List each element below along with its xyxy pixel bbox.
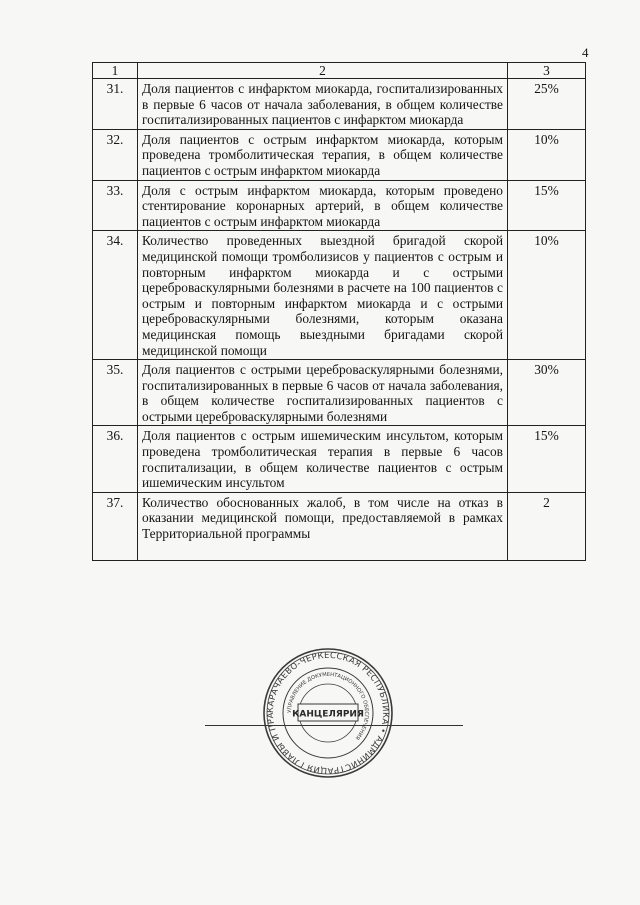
row-indicator-text: Доля пациентов с острым инфарктом миокарда, которым проведена тромболитическая терапия, в общем количестве пациентов с острым инфарктом миокарда bbox=[138, 129, 508, 180]
row-number: 34. bbox=[93, 231, 138, 360]
column-header-indicator: 2 bbox=[138, 63, 508, 79]
row-indicator-text: Доля с острым инфарктом миокарда, которым проведено стентирование коронарных артерий, в общем количестве пациентов с острым инфарктом миокарда bbox=[138, 180, 508, 231]
table-header-row bbox=[93, 63, 586, 79]
row-indicator-text: Доля пациентов с острыми цереброваскулярными болезнями, госпитализированных в первые 6 часов от начала заболевания, в общем количестве госпитализированных пациентов с острыми цереброваскулярными болезнями bbox=[138, 360, 508, 426]
row-number: 37. bbox=[93, 492, 138, 560]
stamp-middle-text: УПРАВЛЕНИЕ ДОКУМЕНТАЦИОННОГО ОБЕСПЕЧЕНИЯ bbox=[286, 671, 370, 741]
row-target-value: 10% bbox=[508, 129, 586, 180]
indicators-table bbox=[92, 62, 586, 561]
row-target-value: 25% bbox=[508, 79, 586, 130]
row-target-value: 10% bbox=[508, 231, 586, 360]
row-indicator-text: Количество обоснованных жалоб, в том числе на отказ в оказании медицинской помощи, предоставляемой в рамках Территориальной программы bbox=[138, 492, 508, 560]
row-target-value: 2 bbox=[508, 492, 586, 560]
row-number: 32. bbox=[93, 129, 138, 180]
table-row bbox=[93, 180, 586, 231]
column-header-number: 1 bbox=[93, 63, 138, 79]
table-row bbox=[93, 79, 586, 130]
row-target-value: 30% bbox=[508, 360, 586, 426]
row-number: 31. bbox=[93, 79, 138, 130]
table-row bbox=[93, 360, 586, 426]
column-header-value: 3 bbox=[508, 63, 586, 79]
table-row bbox=[93, 492, 586, 560]
row-target-value: 15% bbox=[508, 426, 586, 492]
row-number: 33. bbox=[93, 180, 138, 231]
table-row bbox=[93, 426, 586, 492]
row-target-value: 15% bbox=[508, 180, 586, 231]
stamp-center-text: КАНЦЕЛЯРИЯ bbox=[292, 709, 364, 720]
row-indicator-text: Количество проведенных выездной бригадой скорой медицинской помощи тромболизисов у пациентов с острым и повторным инфарктом миокарда и с острыми цереброваскулярными болезнями в расчете на 100 пациентов с острым и повторным инфарктом миокарда и с острыми цереброваскулярными болезнями, которым оказана медицинская помощь выездными бригадами скорой медицинской помощи bbox=[138, 231, 508, 360]
page-number: 4 bbox=[582, 45, 589, 60]
table-row bbox=[93, 129, 586, 180]
official-stamp bbox=[262, 647, 394, 779]
row-indicator-text: Доля пациентов с острым ишемическим инсультом, которым проведена тромболитическая терапия в первые 6 часов госпитализации, в общем количестве пациентов с острым ишемическим инсультом bbox=[138, 426, 508, 492]
row-number: 36. bbox=[93, 426, 138, 492]
table-row bbox=[93, 231, 586, 360]
row-number: 35. bbox=[93, 360, 138, 426]
row-indicator-text: Доля пациентов с инфарктом миокарда, госпитализированных в первые 6 часов от начала заболевания, в общем количестве госпитализированных пациентов с инфарктом миокарда bbox=[138, 79, 508, 130]
stamp-seal-icon bbox=[262, 647, 394, 779]
stamp-outer-text: КАРАЧАЕВО-ЧЕРКЕССКАЯ РЕСПУБЛИКА • АДМИНИСТРАЦИЯ ГЛАВЫ И ПРА bbox=[264, 649, 392, 777]
